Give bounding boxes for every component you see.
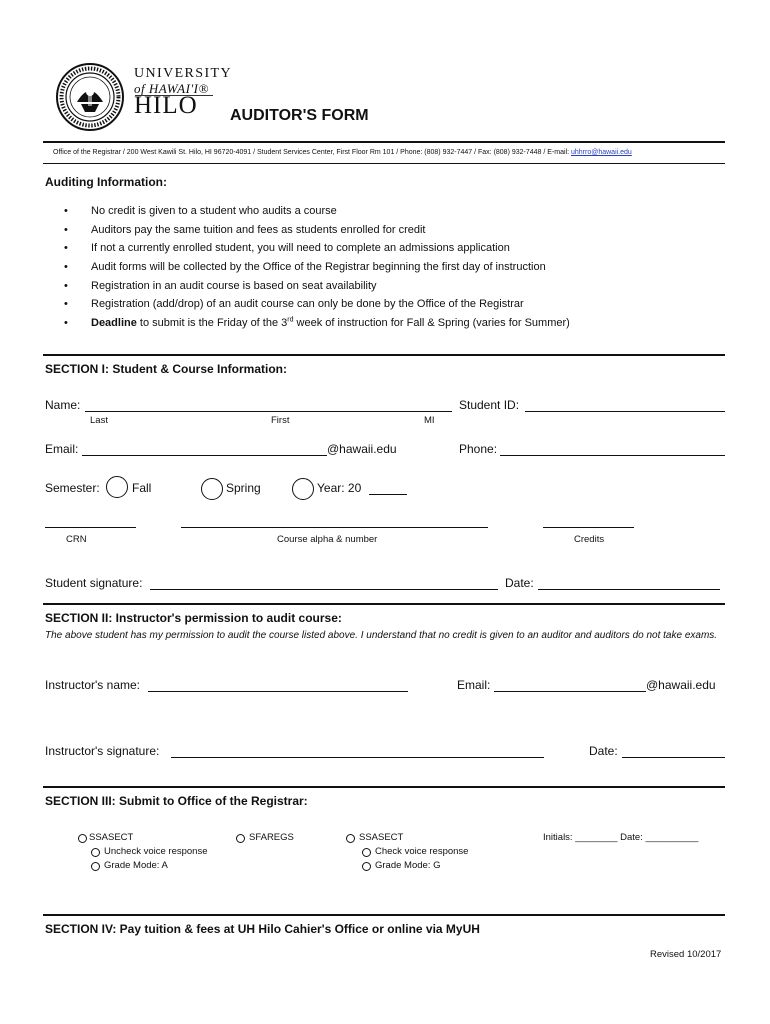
instructor-signature-label: Instructor's signature: — [45, 744, 160, 758]
instructor-signature-field[interactable] — [171, 757, 544, 758]
section1-rule — [43, 354, 725, 356]
list-item-deadline — [60, 314, 710, 333]
year-label: Year: 20 — [317, 481, 362, 495]
university-name-line2: of HAWAI'I® — [134, 81, 209, 96]
list-item: • Registration (add/drop) of an audit course can only be done by the Office of the Registrar — [60, 295, 710, 314]
check-voice-label: Check voice response — [375, 846, 469, 857]
auditing-heading: Auditing Information: — [45, 175, 167, 189]
crn-field[interactable] — [45, 527, 136, 528]
header-rule — [43, 141, 725, 143]
section1-heading: SECTION I: Student & Course Information: — [45, 362, 287, 376]
instructor-email-domain: @hawaii.edu — [646, 678, 716, 692]
student-signature-field[interactable] — [150, 589, 498, 590]
ssasect-g-label: SSASECT — [359, 832, 404, 843]
spring-label: Spring — [226, 481, 261, 495]
student-id-field[interactable] — [525, 411, 725, 412]
revised-date: Revised 10/2017 — [650, 949, 722, 960]
office-info-text: Office of the Registrar / 200 West Kawili St. Hilo, HI 96720-4091 / Student Services Center, First Floor Rm 101 / Phone: (808) 932-7447 / Fax: (808) 932-7448 / E-mail: — [53, 149, 571, 156]
check-voice-checkbox[interactable] — [362, 848, 371, 857]
deadline-text-b: week of instruction for Fall & Spring (varies for Summer) — [293, 317, 570, 330]
instructor-date-field[interactable] — [622, 757, 725, 758]
phone-label: Phone: — [459, 442, 498, 456]
email-domain: @hawaii.edu — [327, 442, 397, 456]
semester-label: Semester: — [45, 481, 100, 495]
section4-heading: SECTION IV: Pay tuition & fees at UH Hilo Cahier's Office or online via MyUH — [45, 922, 480, 936]
name-field[interactable] — [85, 411, 452, 412]
mi-caption: MI — [424, 415, 435, 426]
spring-radio[interactable] — [201, 478, 223, 500]
office-info — [53, 149, 632, 156]
instructor-name-field[interactable] — [148, 691, 408, 692]
student-id-label: Student ID: — [459, 398, 520, 412]
university-seal-logo — [55, 62, 125, 132]
instructor-email-label: Email: — [457, 678, 491, 692]
office-email-link[interactable]: uhhrro@hawaii.edu — [571, 149, 632, 156]
auditing-bullet-list — [60, 202, 710, 333]
ssasect-a-checkbox[interactable] — [78, 834, 87, 843]
deadline-text-a: to submit is the Friday of the 3 — [136, 317, 288, 330]
instructor-name-label: Instructor's name: — [45, 678, 140, 692]
section3-rule — [43, 786, 725, 788]
first-name-caption: First — [271, 415, 290, 426]
initials-date-field[interactable]: Initials: ________ Date: __________ — [543, 832, 699, 843]
sfaregs-checkbox[interactable] — [236, 834, 245, 843]
grade-g-checkbox[interactable] — [362, 862, 371, 871]
section3-heading: SECTION III: Submit to Office of the Registrar: — [45, 794, 308, 808]
email-field[interactable] — [82, 455, 327, 456]
section2-rule — [43, 603, 725, 605]
deadline-sup: rd — [287, 316, 294, 324]
instructor-date-label: Date: — [589, 744, 618, 758]
grade-a-checkbox[interactable] — [91, 862, 100, 871]
instructor-email-field[interactable] — [494, 691, 646, 692]
year-field[interactable] — [369, 494, 407, 495]
name-label: Name: — [45, 398, 81, 412]
ssasect-g-checkbox[interactable] — [346, 834, 355, 843]
phone-field[interactable] — [500, 455, 725, 456]
fall-label: Fall — [132, 481, 152, 495]
list-item: • If not a currently enrolled student, you will need to complete an admissions application — [60, 239, 710, 258]
student-signature-label: Student signature: — [45, 576, 143, 590]
year-radio[interactable] — [292, 478, 314, 500]
credits-caption: Credits — [574, 534, 605, 545]
list-item: • Auditors pay the same tuition and fees as students enrolled for credit — [60, 221, 710, 240]
list-item: • Registration in an audit course is based on seat availability — [60, 277, 710, 296]
course-caption: Course alpha & number — [277, 534, 378, 545]
sfaregs-label: SFAREGS — [249, 832, 294, 843]
form-title: AUDITOR'S FORM — [230, 107, 369, 124]
university-name-line3: HILO — [134, 92, 198, 119]
deadline-bold: Deadline — [91, 317, 137, 330]
last-name-caption: Last — [90, 415, 108, 426]
grade-a-label: Grade Mode: A — [104, 860, 168, 871]
section2-heading: SECTION II: Instructor's permission to audit course: — [45, 611, 342, 625]
university-name-line1: UNIVERSITY — [134, 66, 232, 81]
student-date-field[interactable] — [538, 589, 720, 590]
permission-statement: The above student has my permission to audit the course listed above. I understand that no credit is given to an auditor and auditors do not take exams. — [45, 630, 718, 641]
office-rule — [43, 163, 725, 164]
section4-rule — [43, 914, 725, 916]
crn-caption: CRN — [66, 534, 87, 545]
grade-g-label: Grade Mode: G — [375, 860, 441, 871]
list-item: • Audit forms will be collected by the Office of the Registrar beginning the first day of instruction — [60, 258, 710, 277]
uncheck-voice-label: Uncheck voice response — [104, 846, 208, 857]
fall-radio[interactable] — [106, 476, 128, 498]
course-field[interactable] — [181, 527, 488, 528]
list-item: • No credit is given to a student who audits a course — [60, 202, 710, 221]
credits-field[interactable] — [543, 527, 634, 528]
uncheck-voice-checkbox[interactable] — [91, 848, 100, 857]
student-date-label: Date: — [505, 576, 534, 590]
email-label: Email: — [45, 442, 79, 456]
ssasect-a-label: SSASECT — [89, 832, 134, 843]
